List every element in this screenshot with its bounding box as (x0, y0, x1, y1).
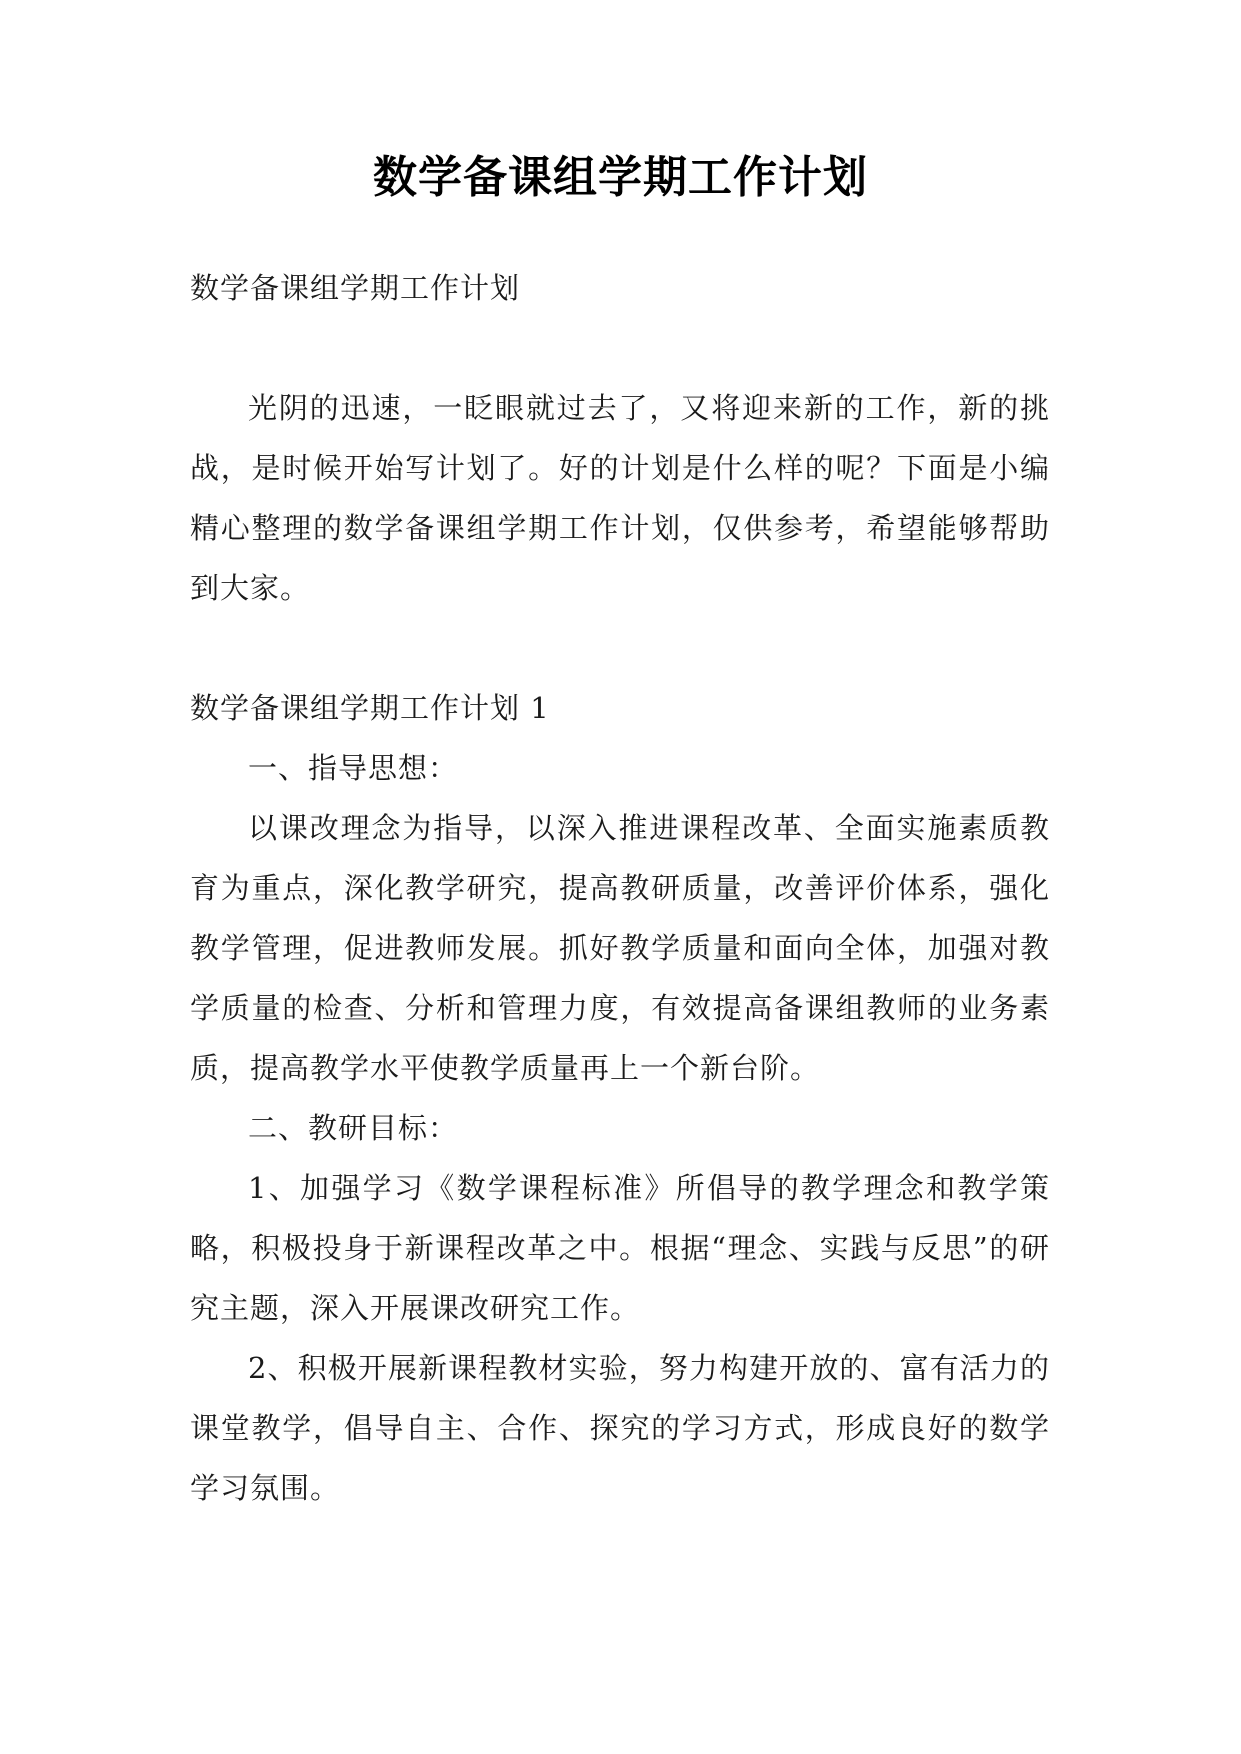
guiding-ideology-paragraph: 以课改理念为指导，以深入推进课程改革、全面实施素质教育为重点，深化教学研究，提高教研质量，改善评价体系，强化教学管理，促进教师发展。抓好教学质量和面向全体，加强对教学质量的检查、分析和管理力度，有效提高备课组教师的业务素质，提高教学水平使教学质量再上一个新台阶。 (190, 811, 1050, 1085)
goal-item-1: 1、加强学习《数学课程标准》所倡导的教学理念和教学策略，积极投身于新课程改革之中。根据“理念、实践与反思”的研究主题，深入开展课改研究工作。 (190, 1171, 1050, 1325)
heading-guiding-ideology: 一、指导思想： (248, 751, 459, 785)
document-title: 数学备课组学期工作计划 (373, 152, 868, 203)
document-subtitle: 数学备课组学期工作计划 (190, 271, 521, 305)
document-body (190, 258, 1050, 1518)
goal-item-2: 2、积极开展新课程教材实验，努力构建开放的、富有活力的课堂教学，倡导自主、合作、探究的学习方式，形成良好的数学学习氛围。 (190, 1351, 1050, 1505)
intro-paragraph: 光阴的迅速，一眨眼就过去了，又将迎来新的工作，新的挑战，是时候开始写计划了。好的计划是什么样的呢？下面是小编精心整理的数学备课组学期工作计划，仅供参考，希望能够帮助到大家。 (190, 391, 1050, 605)
heading-research-goals: 二、教研目标： (248, 1111, 459, 1145)
section-title: 数学备课组学期工作计划 1 (190, 691, 550, 725)
spacer (190, 318, 1050, 378)
spacer (190, 618, 1050, 678)
